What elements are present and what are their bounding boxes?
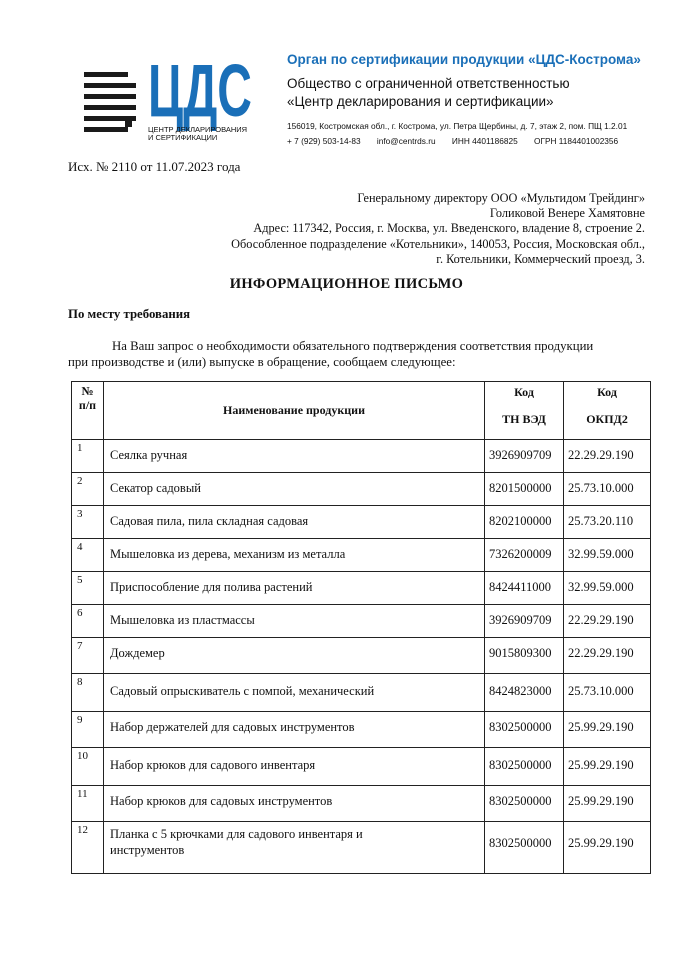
row-number: 11 [72,786,104,822]
logo-subtitle-line2: И СЕРТИФИКАЦИИ [148,133,218,142]
row-tn-code: 8201500000 [485,473,564,506]
row-product-name: Приспособление для полива растений [104,572,485,605]
row-okpd-code: 25.99.29.190 [564,712,651,748]
row-number: 5 [72,572,104,605]
row-tn-code: 7326200009 [485,539,564,572]
recipient-line: г. Котельники, Коммерческий проезд, 3. [436,251,645,266]
row-okpd-code: 25.73.10.000 [564,674,651,712]
row-number: 2 [72,473,104,506]
row-number: 3 [72,506,104,539]
document-title: ИНФОРМАЦИОННОЕ ПИСЬМО [229,276,464,292]
org-contacts [287,136,641,146]
row-product-name: Садовая пила, пила складная садовая [104,506,485,539]
row-number: 4 [72,539,104,572]
outgoing-number: Исх. № 2110 от 11.07.2023 года [68,159,241,174]
header-name: Наименование продукции [104,382,485,440]
row-product-name: Дождемер [104,638,485,674]
table-row [72,748,651,786]
org-legal-form: Общество с ограниченной ответственностью [287,76,570,91]
row-product-name: Садовый опрыскиватель с помпой, механический [104,674,485,712]
table-row [72,539,651,572]
row-okpd-code: 32.99.59.000 [564,539,651,572]
table-row [72,674,651,712]
row-product-name-line2: инструментов [110,843,185,857]
row-tn-code: 8202100000 [485,506,564,539]
org-phone: + 7 (929) 503-14-83 [287,136,361,146]
row-tn-code: 8424823000 [485,674,564,712]
org-ogrn: ОГРН 1184401002356 [534,136,619,146]
table-row [72,605,651,638]
table-row [72,712,651,748]
row-tn-code: 8302500000 [485,786,564,822]
header-no-line2: п/п [78,398,97,412]
org-inn: ИНН 4401186825 [451,136,518,146]
recipient-block [231,191,645,267]
row-product-name: Набор крюков для садовых инструментов [104,786,485,822]
header-tn-line1: Код [514,385,534,399]
org-address: 156019, Костромская обл., г. Кострома, ул. Петра Щербины, д. 7, этаж 2, пом. ПЩ 1.2.01 [287,121,628,131]
row-tn-code: 3926909709 [485,605,564,638]
recipient-line: Голиковой Венере Хамятовне [489,206,645,221]
row-product-name: Секатор садовый [104,473,485,506]
header-okpd-line1: Код [597,385,617,399]
header-tn-line2: ТН ВЭД [502,412,546,426]
table-header-row [72,382,651,440]
table-row [72,506,651,539]
row-okpd-code: 25.73.20.110 [564,506,651,539]
header-okpd [564,382,651,440]
table-row [72,572,651,605]
table-row [72,786,651,822]
logo-subtitle [148,126,247,142]
org-email: info@centrds.ru [376,136,436,146]
row-number: 8 [72,674,104,712]
row-product-name: Мышеловка из пластмассы [104,605,485,638]
org-name: «Центр декларирования и сертификации» [287,94,554,109]
row-okpd-code: 22.29.29.190 [564,605,651,638]
row-tn-code: 8302500000 [485,748,564,786]
row-product-name: Набор держателей для садовых инструментов [104,712,485,748]
table-row [72,822,651,874]
row-number: 9 [72,712,104,748]
request-place: По месту требования [68,307,191,321]
row-product-name: Мышеловка из дерева, механизм из металла [104,539,485,572]
logo-letters: ЦДС [148,49,252,132]
header-no [72,382,104,440]
row-tn-code: 8302500000 [485,822,564,874]
row-tn-code: 8302500000 [485,712,564,748]
body-text [68,338,646,370]
row-tn-code: 3926909709 [485,440,564,473]
table-row [72,638,651,674]
row-product-name: Сеялка ручная [104,440,485,473]
recipient-line: Обособленное подразделение «Котельники», 140053, Россия, Московская обл., [231,236,645,251]
row-okpd-code: 25.99.29.190 [564,786,651,822]
row-okpd-code: 32.99.59.000 [564,572,651,605]
row-okpd-code: 25.99.29.190 [564,748,651,786]
row-number: 12 [72,822,104,874]
recipient-line: Адрес: 117342, Россия, г. Москва, ул. Введенского, владение 8, строение 2. [253,221,645,236]
row-number: 1 [72,440,104,473]
row-tn-code: 8424411000 [485,572,564,605]
table-row [72,473,651,506]
row-product-name: Набор крюков для садового инвентаря [104,748,485,786]
row-product-name-line1: Планка с 5 крючками для садового инвентаря и [110,827,363,841]
row-okpd-code: 25.73.10.000 [564,473,651,506]
row-okpd-code: 22.29.29.190 [564,638,651,674]
row-number: 10 [72,748,104,786]
body-line: На Ваш запрос о необходимости обязательного подтверждения соответствия продукции [112,339,594,353]
row-okpd-code: 22.29.29.190 [564,440,651,473]
header-tn [485,382,564,440]
recipient-line: Генеральному директору ООО «Мультидом Трейдинг» [357,191,645,205]
header-okpd-line2: ОКПД2 [586,412,628,426]
table-row [72,440,651,473]
row-number: 6 [72,605,104,638]
logo-subtitle-line1: ЦЕНТР ДЕКЛАРИРОВАНИЯ [148,125,248,134]
row-okpd-code: 25.99.29.190 [564,822,651,874]
org-title: Орган по сертификации продукции «ЦДС-Кострома» [287,52,641,67]
row-number: 7 [72,638,104,674]
row-tn-code: 9015809300 [485,638,564,674]
products-table [71,381,651,874]
header-no-line1: № [81,384,94,398]
row-product-name [104,822,485,874]
organization-block [287,52,641,146]
body-line: при производстве и (или) выпуске в обращение, сообщаем следующее: [68,355,456,369]
